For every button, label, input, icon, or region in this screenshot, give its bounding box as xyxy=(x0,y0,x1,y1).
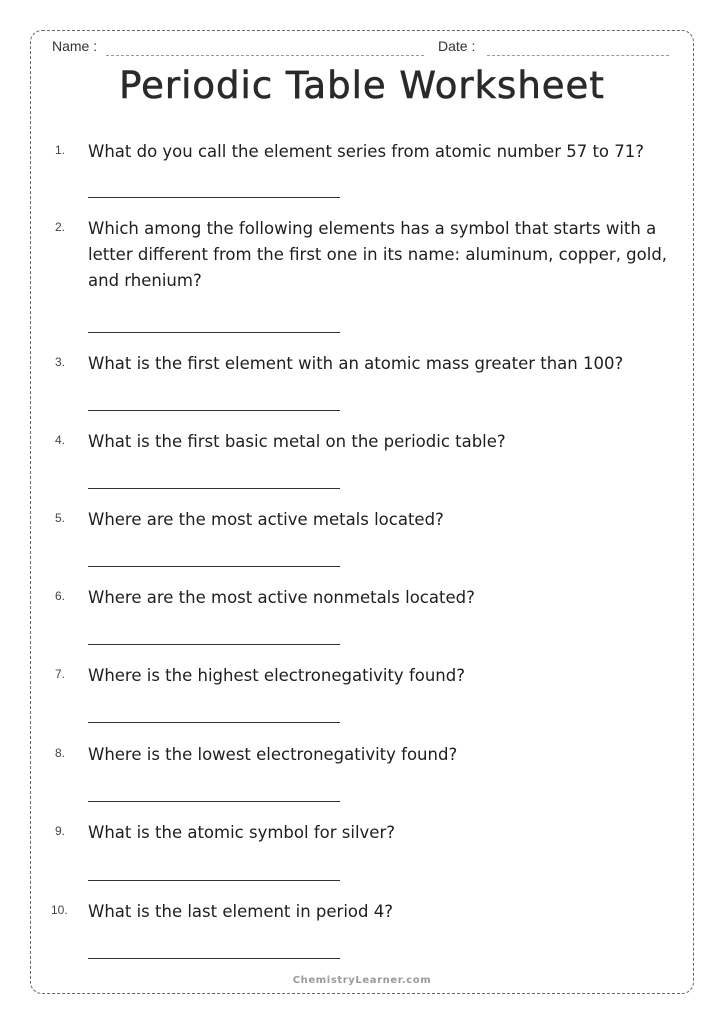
question-text: Which among the following elements has a symbol that starts with a letter different from the first one in its name: aluminum, copper, gold, and rhenium? xyxy=(88,219,668,290)
question-number: 6. xyxy=(55,589,66,603)
question-text: Where is the highest electronegativity found? xyxy=(88,666,465,685)
question-number: 2. xyxy=(55,220,66,234)
question-number: 8. xyxy=(55,746,66,760)
answer-line[interactable] xyxy=(88,801,340,802)
question-text: What is the atomic symbol for silver? xyxy=(88,823,395,842)
worksheet-title: Periodic Table Worksheet xyxy=(119,64,605,107)
answer-line[interactable] xyxy=(88,722,340,723)
name-label: Name : xyxy=(52,38,98,54)
answer-line[interactable] xyxy=(88,488,340,489)
question-number: 7. xyxy=(55,667,66,681)
answer-line[interactable] xyxy=(88,880,340,881)
question-text: Where is the lowest electronegativity found? xyxy=(88,745,458,764)
question-text: What is the first element with an atomic mass greater than 100? xyxy=(88,354,624,373)
answer-line[interactable] xyxy=(88,644,340,645)
question-text: What is the last element in period 4? xyxy=(88,902,393,921)
answer-line[interactable] xyxy=(88,410,340,411)
answer-line[interactable] xyxy=(88,566,340,567)
answer-line[interactable] xyxy=(88,332,340,333)
answer-line[interactable] xyxy=(88,197,340,198)
question-number: 4. xyxy=(55,433,66,447)
answer-line[interactable] xyxy=(88,958,340,959)
date-label: Date : xyxy=(438,38,476,54)
question-number: 9. xyxy=(55,824,66,838)
name-field[interactable] xyxy=(106,55,424,56)
question-number: 10. xyxy=(51,903,68,917)
question-text: What do you call the element series from atomic number 57 to 71? xyxy=(88,142,645,161)
question-text: Where are the most active nonmetals located? xyxy=(88,588,475,607)
question-number: 3. xyxy=(55,355,66,369)
question-number: 1. xyxy=(55,143,66,157)
date-field[interactable] xyxy=(487,55,669,56)
footer-credit: ChemistryLearner.com xyxy=(292,975,432,986)
question-text: Where are the most active metals located? xyxy=(88,510,444,529)
question-number: 5. xyxy=(55,511,66,525)
question-text: What is the first basic metal on the periodic table? xyxy=(88,432,506,451)
